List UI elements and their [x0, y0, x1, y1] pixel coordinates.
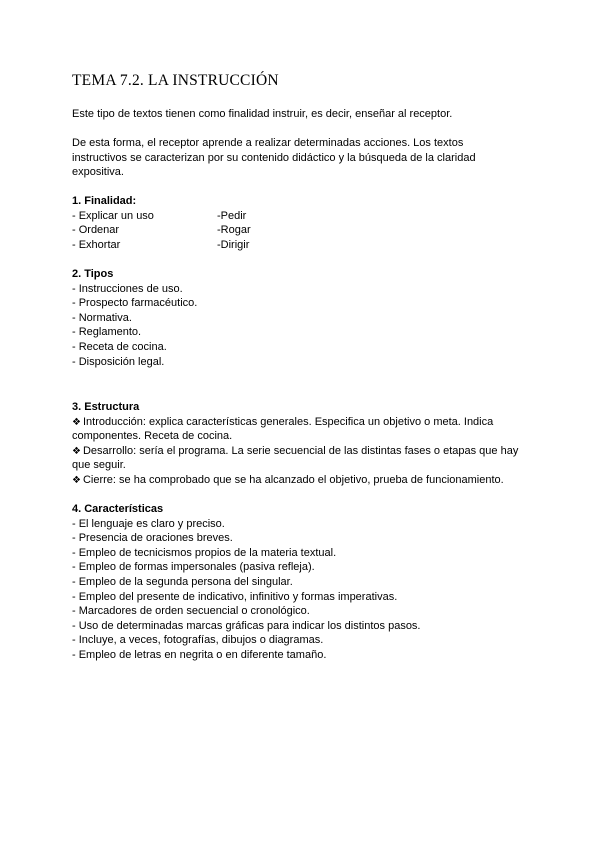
page-title: TEMA 7.2. LA INSTRUCCIÓN [72, 72, 279, 89]
list-item: - Incluye, a veces, fotografías, dibujos o diagramas. [72, 634, 324, 646]
finalidad-item: -Dirigir [217, 239, 250, 251]
diamond-bullet-icon: ❖ [72, 417, 81, 428]
list-item: - El lenguaje es claro y preciso. [72, 518, 225, 530]
description-paragraph: De esta forma, el receptor aprende a realizar determinadas acciones. Los textos instructivos se caracterizan por su contenido didáctico y la búsqueda de la claridad expositiva. [72, 137, 476, 178]
finalidad-item: -Rogar [217, 224, 251, 236]
list-item-continuation: que seguir. [72, 459, 126, 471]
finalidad-item: - Explicar un uso [72, 210, 154, 222]
section-heading-estructura: 3. Estructura [72, 401, 140, 413]
list-item: - Reglamento. [72, 326, 142, 338]
intro-paragraph: Este tipo de textos tienen como finalidad instruir, es decir, enseñar al receptor. [72, 108, 453, 120]
section-heading-caracteristicas: 4. Características [72, 503, 164, 515]
diamond-bullet-icon: ❖ [72, 446, 81, 457]
list-item: - Empleo del presente de indicativo, infinitivo y formas imperativas. [72, 591, 398, 603]
section-heading-tipos: 2. Tipos [72, 268, 114, 280]
list-item: - Empleo de formas impersonales (pasiva refleja). [72, 561, 315, 573]
finalidad-item: - Ordenar [72, 224, 120, 236]
list-item: - Presencia de oraciones breves. [72, 532, 233, 544]
diamond-bullet-icon: ❖ [72, 475, 81, 486]
list-item: - Normativa. [72, 312, 132, 324]
finalidad-item: - Exhortar [72, 239, 121, 251]
finalidad-item: -Pedir [217, 210, 247, 222]
list-item: ❖ Cierre: se ha comprobado que se ha alcanzado el objetivo, prueba de funcionamiento. [72, 474, 504, 486]
list-item: - Uso de determinadas marcas gráficas para indicar los distintos pasos. [72, 620, 421, 632]
list-item: - Prospecto farmacéutico. [72, 297, 198, 309]
list-item-continuation: componentes. Receta de cocina. [72, 430, 233, 442]
list-item: ❖ Introducción: explica características generales. Especifica un objetivo o meta. Indica [72, 416, 494, 428]
list-item: - Receta de cocina. [72, 341, 167, 353]
list-item: ❖ Desarrollo: sería el programa. La serie secuencial de las distintas fases o etapas que hay [72, 445, 519, 457]
list-item: - Empleo de tecnicismos propios de la materia textual. [72, 547, 337, 559]
list-item: - Empleo de letras en negrita o en diferente tamaño. [72, 649, 327, 661]
list-item: - Instrucciones de uso. [72, 283, 183, 295]
list-item: - Marcadores de orden secuencial o cronológico. [72, 605, 310, 617]
list-item: - Empleo de la segunda persona del singular. [72, 576, 293, 588]
section-heading-finalidad: 1. Finalidad: [72, 195, 137, 207]
list-item: - Disposición legal. [72, 356, 165, 368]
